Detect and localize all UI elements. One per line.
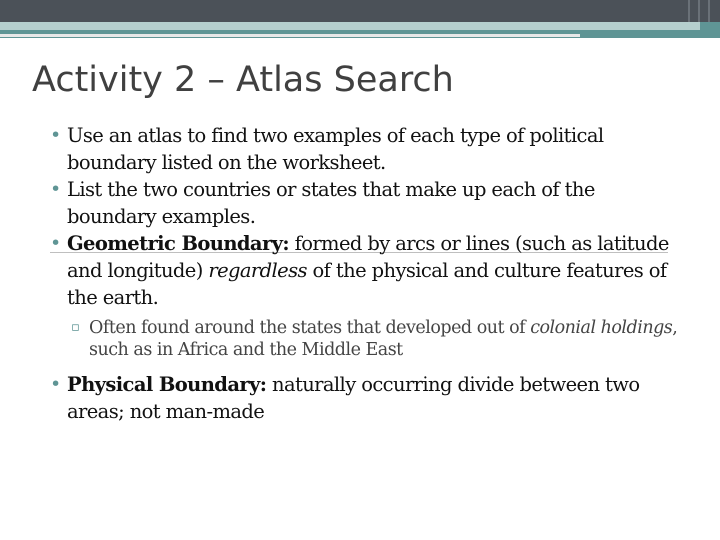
bullet-icon: • [50,124,61,146]
slide-content [50,122,680,425]
intro-bullet [50,176,680,230]
header-bar-teal [0,22,720,38]
physical-boundary-item [50,371,680,425]
sub-emphasis: colonial holdings [530,318,673,338]
intro-list [50,122,680,230]
geometric-emphasis: regardless [208,259,307,282]
intro-bullet-text: Use an atlas to find two examples of each type of political boundary listed on the worksheet. [67,124,604,174]
header-bar-dark [0,0,720,22]
sub-text-end: , such as in Africa and the Middle East [89,318,678,360]
header-stripe [708,0,710,22]
square-bullet-icon: ▫ [71,320,80,335]
bullet-icon: • [50,373,61,395]
physical-term: Physical Boundary: [67,373,267,396]
physical-text: naturally occurring divide between two areas; not man-made [67,373,640,423]
intro-bullet [50,122,680,176]
header-line [0,34,580,37]
geometric-sub-list [67,317,680,361]
bullet-icon: • [50,232,61,254]
boundary-list [50,230,680,425]
intro-bullet-text: List the two countries or states that make up each of the boundary examples. [67,178,595,228]
geometric-sub-bullet [67,317,680,361]
bullet-icon: • [50,178,61,200]
geometric-text: formed by arcs or lines (such as latitude and longitude) [67,232,669,282]
header-stripe [698,0,700,22]
header-band-light [0,22,700,30]
sub-text: Often found around the states that developed out of [89,318,531,338]
header-stripe [688,0,690,22]
geometric-text-end: of the physical and culture features of the earth. [67,259,667,309]
geometric-term: Geometric Boundary: [67,232,289,255]
geometric-boundary-item [50,230,680,361]
slide-title: Activity 2 – Atlas Search [32,60,454,100]
